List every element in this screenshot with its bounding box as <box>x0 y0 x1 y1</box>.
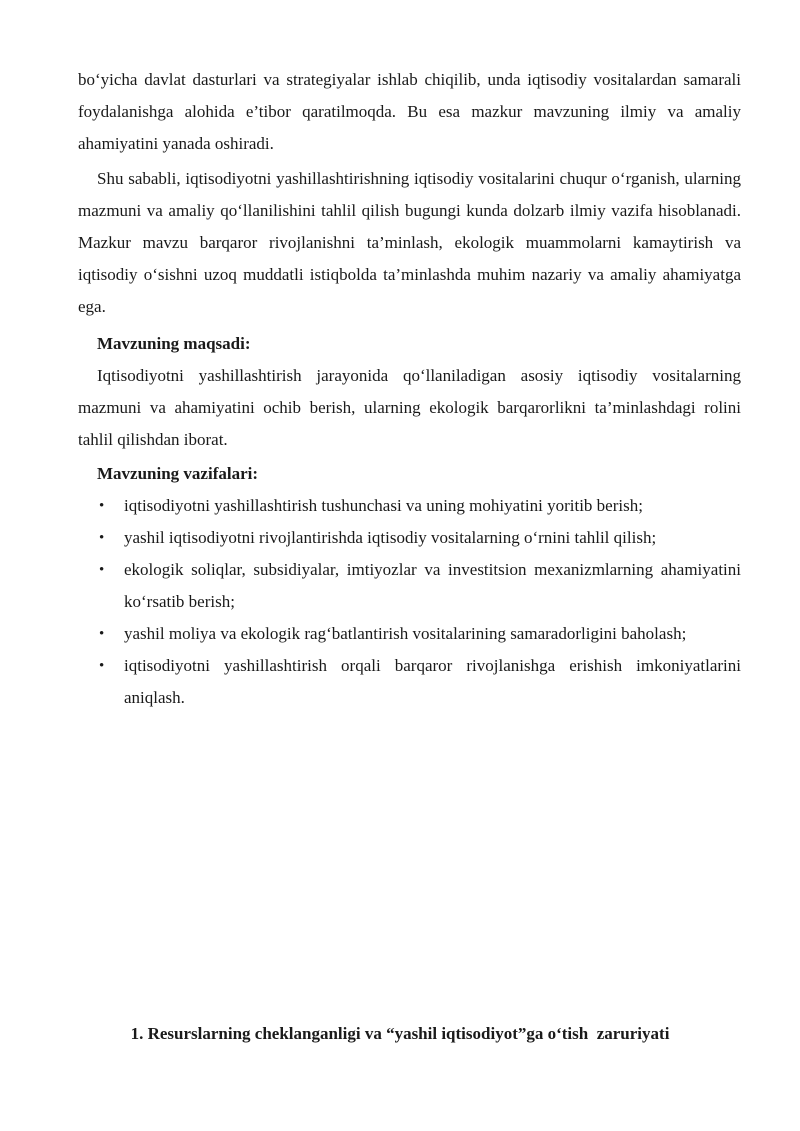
list-item-text: yashil iqtisodiyotni rivojlantirishda iqtisodiy vositalarning o‘rnini tahlil qilish; <box>124 528 657 547</box>
intro-continuation-paragraph: bo‘yicha davlat dasturlari va strategiyalar ishlab chiqilib, unda iqtisodiy vositalardan samarali foydalanishga alohida e’tibor qaratilmoqda. Bu esa mazkur mavzuning ilmiy va amaliy ahamiyatini yanada oshiradi. <box>78 70 741 153</box>
bullet-icon: • <box>99 626 105 642</box>
list-item <box>78 490 741 522</box>
list-item-text: iqtisodiyotni yashillashtirish tushunchasi va uning mohiyatini yoritib berish; <box>124 496 643 515</box>
bullet-icon: • <box>99 530 105 546</box>
bullet-icon: • <box>99 658 105 674</box>
list-item <box>78 618 741 650</box>
list-item-text: ekologik soliqlar, subsidiyalar, imtiyozlar va investitsion mexanizmlarning ahamiyatini ko‘rsatib berish; <box>124 560 741 611</box>
list-item-text: yashil moliya va ekologik rag‘batlantirish vositalarining samaradorligini baholash; <box>124 624 687 643</box>
list-item-text: iqtisodiyotni yashillashtirish orqali barqaror rivojlanishga erishish imkoniyatlarini aniqlash. <box>124 656 741 707</box>
goal-paragraph: Iqtisodiyotni yashillashtirish jarayonida qo‘llaniladigan asosiy iqtisodiy vositalarning mazmuni va ahamiyatini ochib berish, ularning ekologik barqarorlikni ta’minlashdagi rolini tahlil qilishdan iborat. <box>78 366 741 449</box>
list-item <box>78 650 741 714</box>
bullet-icon: • <box>99 498 105 514</box>
bullet-icon: • <box>99 562 105 578</box>
section-heading: 1. Resurslarning cheklanganligi va “yashil iqtisodiyot”ga o‘tish zaruriyati <box>130 1024 670 1043</box>
list-item <box>78 554 741 618</box>
goal-heading: Mavzuning maqsadi: <box>97 334 251 353</box>
relevance-paragraph: Shu sababli, iqtisodiyotni yashillashtirishning iqtisodiy vositalarini chuqur o‘rganish, ularning mazmuni va amaliy qo‘llanilishini tahlil qilish bugungi kunda dolzarb ilmiy vazifa hisoblanadi. Mazkur mavzu barqaror rivojlanishni ta’minlash, ekologik muammolarni kamaytirish va iqtisodiy o‘sishni uzoq muddatli istiqbolda ta’minlashda muhim nazariy va amaliy ahamiyatga ega. <box>78 169 741 316</box>
tasks-list <box>78 490 741 714</box>
list-item <box>78 522 741 554</box>
tasks-heading: Mavzuning vazifalari: <box>97 464 259 483</box>
